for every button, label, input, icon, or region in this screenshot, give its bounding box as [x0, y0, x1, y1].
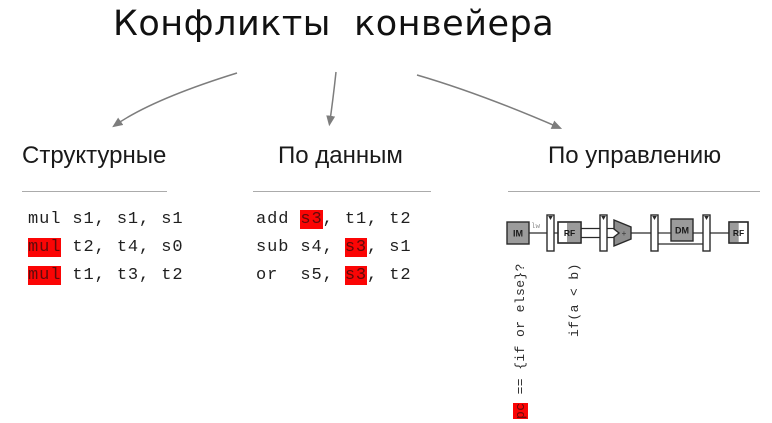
code-token: mul	[28, 210, 62, 229]
pc-branch-annotation	[512, 263, 529, 419]
pipeline-register-4	[703, 215, 710, 251]
highlighted-token: s3	[300, 210, 323, 229]
column-header-data: По данным	[278, 142, 403, 169]
code-line	[28, 234, 183, 262]
highlighted-token: s3	[344, 238, 368, 257]
lw-instruction-label: lw	[531, 223, 541, 231]
arrow-to-structural	[114, 73, 237, 126]
code-block-structural	[28, 206, 183, 290]
rf-read-box	[558, 222, 581, 243]
code-token: if(a < b)	[567, 263, 582, 337]
code-line	[28, 262, 183, 290]
code-token: add	[256, 210, 301, 229]
code-token: t2, t4, s0	[61, 238, 184, 257]
code-line	[28, 206, 183, 234]
pipeline-diagram	[500, 207, 760, 255]
arrow-to-data	[330, 72, 337, 124]
highlighted-token: mul	[28, 266, 62, 285]
code-line	[256, 262, 411, 290]
pipeline-register-3	[651, 215, 658, 251]
code-token: == {if or else}?	[513, 263, 528, 403]
rf-read-label: RF	[563, 228, 576, 238]
highlighted-token: mul	[28, 238, 62, 257]
page-title: Конфликты конвейера	[113, 4, 555, 44]
rf-write-label: RF	[732, 228, 745, 238]
dm-label: DM	[675, 225, 689, 236]
code-line	[567, 263, 582, 337]
code-block-data	[256, 206, 411, 290]
divider-structural	[22, 191, 167, 192]
code-token: , t1, t2	[322, 210, 412, 229]
arrow-to-control	[417, 75, 560, 128]
highlighted-token: pc	[513, 402, 528, 419]
code-token: t1, t3, t2	[61, 266, 184, 285]
code-token: or s5,	[256, 266, 345, 285]
pipeline-register-2	[600, 215, 607, 251]
alu-label: +	[621, 229, 627, 238]
code-token: sub s4,	[256, 238, 345, 257]
code-line	[256, 206, 411, 234]
code-token: , s1	[367, 238, 412, 257]
im-label: IM	[513, 228, 523, 239]
dm-box	[671, 219, 693, 241]
column-header-structural: Структурные	[22, 142, 167, 169]
divider-data	[253, 191, 431, 192]
rf-write-box	[729, 222, 748, 243]
code-line	[256, 234, 411, 262]
alu-shape	[614, 220, 631, 246]
code-token: s1, s1, s1	[61, 210, 184, 229]
highlighted-token: s3	[344, 266, 368, 285]
column-header-control: По управлению	[548, 142, 722, 169]
code-line	[513, 263, 528, 419]
pipeline-register-1	[547, 215, 554, 251]
code-token: , t2	[367, 266, 412, 285]
if-condition-annotation	[566, 263, 583, 337]
divider-control	[508, 191, 760, 192]
